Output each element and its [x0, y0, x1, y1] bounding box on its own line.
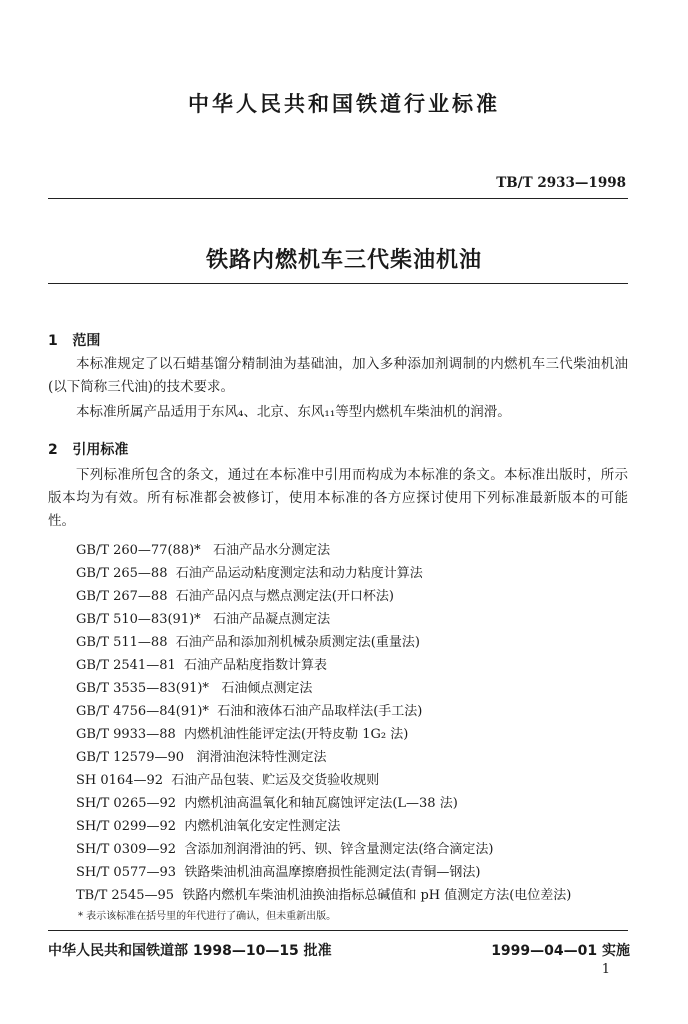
reference-item	[76, 792, 458, 811]
reference-title: 含添加剂润滑油的钙、钡、锌含量测定法(络合滴定法)	[184, 842, 494, 857]
reference-code: SH/T 0299—92	[76, 819, 177, 834]
page-number: 1	[601, 962, 610, 977]
reference-title: 石油倾点测定法	[221, 681, 313, 696]
section-2-paragraph-1: 下列标准所包含的条文，通过在本标准中引用而构成为本标准的条文。本标准出版时，所示版本均为有效。所有标准都会被修订，使用本标准的各方应探讨使用下列标准最新版本的可能性。	[48, 467, 628, 529]
reference-title: 石油产品闪点与燃点测定法(开口杯法)	[175, 589, 394, 604]
document-title: 铁路内燃机车三代柴油机油	[205, 248, 482, 273]
section-title: 引用标准	[72, 442, 129, 458]
reference-item	[76, 677, 312, 696]
reference-title: 石油产品水分测定法	[213, 543, 331, 558]
reference-code: GB/T 12579—90	[76, 750, 185, 765]
reference-title: 内燃机油高温氧化和轴瓦腐蚀评定法(L—38 法)	[184, 796, 458, 811]
reference-code: GB/T 260—77(88)*	[76, 543, 201, 558]
reference-title: 石油产品凝点测定法	[213, 612, 331, 627]
section-number: 2	[48, 442, 58, 458]
reference-code: GB/T 2541—81	[76, 658, 176, 673]
reference-code: GB/T 4756—84(91)*	[76, 704, 209, 719]
footer-rule	[48, 930, 628, 931]
title-rule	[48, 283, 628, 284]
reference-code: SH/T 0309—92	[76, 842, 177, 857]
reference-code: GB/T 265—88	[76, 566, 168, 581]
section-number: 1	[48, 333, 58, 349]
reference-title: 内燃机油氧化安定性测定法	[184, 819, 341, 834]
approval-date: 中华人民共和国铁道部 1998—10—15 批准	[48, 943, 332, 959]
implementation-date: 1999—04—01 实施	[491, 943, 630, 959]
header-rule	[48, 198, 628, 199]
reference-item	[76, 608, 330, 627]
reference-item	[76, 838, 493, 857]
reference-item	[76, 700, 422, 719]
reference-code: GB/T 510—83(91)*	[76, 612, 201, 627]
reference-item	[76, 769, 379, 788]
reference-code: SH 0164—92	[76, 773, 164, 788]
reference-title: 润滑油泡沫特性测定法	[196, 750, 327, 765]
section-1-paragraph-1: 本标准规定了以石蜡基馏分精制油为基础油，加入多种添加剂调制的内燃机车三代柴油机油(以下简称三代油)的技术要求。	[48, 356, 628, 395]
reference-item	[76, 539, 330, 558]
reference-item	[76, 654, 327, 673]
footnote: * 表示该标准在括号里的年代进行了确认，但未重新出版。	[78, 911, 337, 922]
reference-code: SH/T 0265—92	[76, 796, 177, 811]
reference-item	[76, 631, 420, 650]
reference-title: 石油产品和添加剂机械杂质测定法(重量法)	[175, 635, 420, 650]
reference-item	[76, 562, 423, 581]
reference-title: 石油和液体石油产品取样法(手工法)	[217, 704, 423, 719]
reference-item	[76, 746, 326, 765]
reference-item	[76, 585, 394, 604]
reference-item	[76, 723, 408, 742]
reference-item	[76, 861, 480, 880]
reference-item	[76, 815, 340, 834]
reference-code: SH/T 0577—93	[76, 865, 177, 880]
section-2-heading	[48, 439, 128, 459]
reference-title: 内燃机油性能评定法(开特皮勒 1G₂ 法)	[184, 727, 409, 742]
header-title: 中华人民共和国铁道行业标准	[188, 92, 500, 116]
section-title: 范围	[72, 333, 101, 349]
reference-title: 石油产品粘度指数计算表	[184, 658, 328, 673]
reference-code: GB/T 9933—88	[76, 727, 176, 742]
reference-code: GB/T 267—88	[76, 589, 168, 604]
section-1-paragraph-2: 本标准所属产品适用于东风₄、北京、东风₁₁等型内燃机车柴油机的润滑。	[76, 404, 511, 420]
reference-title: 铁路内燃机车柴油机油换油指标总碱值和 pH 值测定方法(电位差法)	[182, 888, 572, 903]
reference-code: GB/T 511—88	[76, 635, 168, 650]
standard-number: TB/T 2933—1998	[496, 175, 626, 191]
reference-title: 铁路柴油机油高温摩擦磨损性能测定法(青铜—钢法)	[184, 865, 481, 880]
reference-item	[76, 884, 571, 903]
reference-code: TB/T 2545—95	[76, 888, 175, 903]
section-1-heading	[48, 330, 100, 350]
reference-code: GB/T 3535—83(91)*	[76, 681, 209, 696]
reference-title: 石油产品运动粘度测定法和动力粘度计算法	[175, 566, 423, 581]
reference-title: 石油产品包装、贮运及交货验收规则	[171, 773, 380, 788]
